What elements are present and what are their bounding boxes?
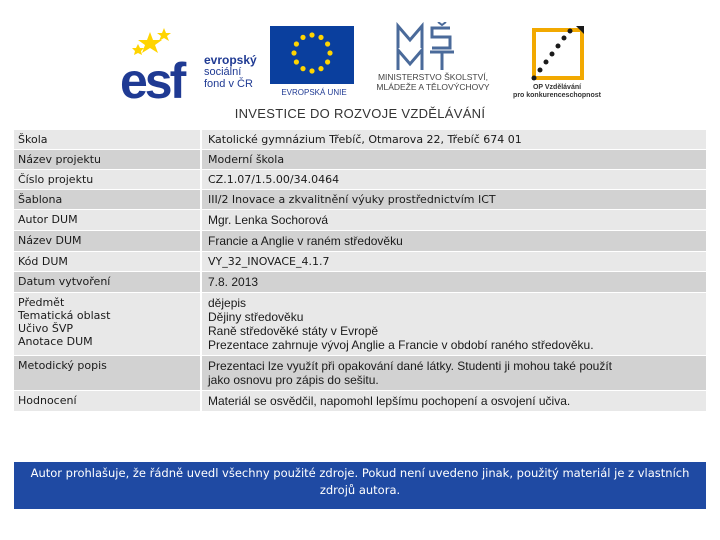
logo-header <box>0 0 720 130</box>
row-label-nazev-projektu: Název projektu <box>14 150 202 169</box>
row-value-nazev-projektu: Moderní škola <box>208 153 285 166</box>
metodicky-line-1: Prezentaci lze využít při opakování dané látky. Studenti ji mohou také použít <box>208 359 613 373</box>
eu-caption: EVROPSKÁ UNIE <box>281 88 347 97</box>
row-label-hodnoceni: Hodnocení <box>14 391 202 411</box>
row-label-skola: Škola <box>14 130 202 149</box>
row-label-cislo-projektu: Číslo projektu <box>14 170 202 189</box>
op-caption-1: OP Vzdělávání <box>532 84 582 91</box>
group-labels <box>14 293 202 355</box>
row-value-autor: Mgr. Lenka Sochorová <box>208 213 329 227</box>
group-values <box>202 293 706 355</box>
label-tematicka-oblast: Tematická oblast <box>18 309 111 322</box>
row-value-kod-dum: VY_32_INOVACE_4.1.7 <box>208 255 330 268</box>
investice-banner: INVESTICE DO ROZVOJE VZDĚLÁVÁNÍ <box>234 106 486 121</box>
op-caption <box>504 84 610 100</box>
table-row <box>14 252 706 272</box>
table-row <box>14 272 706 293</box>
esf-line-3: fond v ČR <box>204 78 253 90</box>
msmt-logo <box>358 22 508 104</box>
row-value-metodicky-popis <box>202 356 706 390</box>
row-value-nazev-dum: Francie a Anglie v raném středověku <box>208 234 403 248</box>
eu-flag-icon <box>270 26 354 84</box>
row-value-hodnoceni: Materiál se osvědčil, napomohl lepšímu pochopení a osvojení učiva. <box>208 394 571 408</box>
author-declaration <box>14 462 706 509</box>
value-anotace: Prezentace zahrnuje vývoj Anglie a Francie v období raného středověku. <box>208 338 594 352</box>
row-label-nazev-dum: Název DUM <box>14 231 202 251</box>
msmt-caption-2: MLÁDEŽE A TĚLOVÝCHOVY <box>376 82 490 92</box>
table-row <box>14 231 706 252</box>
value-predmet: dějepis <box>208 296 247 310</box>
op-mark-icon <box>504 22 610 84</box>
op-logo <box>504 22 610 104</box>
svg-text:esf: esf <box>120 53 184 104</box>
metodicky-line-2: jako osnovu pro zápis do sešitu. <box>208 373 379 387</box>
declaration-line-2: zdrojů autora. <box>319 483 401 497</box>
table-row <box>14 130 706 150</box>
msmt-caption-1: MINISTERSTVO ŠKOLSTVÍ, <box>377 72 489 82</box>
esf-line-2: sociální <box>204 66 242 78</box>
op-caption-2: pro konkurenceschopnost <box>513 92 601 99</box>
table-row <box>14 210 706 231</box>
label-anotace: Anotace DUM <box>18 335 93 348</box>
table-row <box>14 190 706 210</box>
eu-logo <box>268 26 358 106</box>
row-value-cislo-projektu: CZ.1.07/1.5.00/34.0464 <box>208 173 340 186</box>
row-value-skola: Katolické gymnázium Třebíč, Otmarova 22, Třebíč 674 01 <box>208 133 522 146</box>
row-label-datum: Datum vytvoření <box>14 272 202 292</box>
esf-text <box>204 54 257 90</box>
table-row <box>14 391 706 412</box>
row-value-sablona: III/2 Inovace a zkvalitnění výuky prostřednictvím ICT <box>208 193 496 206</box>
table-row <box>14 293 706 356</box>
value-ucivo-svp: Raně středověké státy v Evropě <box>208 324 379 338</box>
esf-logo <box>120 26 270 104</box>
declaration-line-1: Autor prohlašuje, že řádně uvedl všechny použité zdroje. Pokud není uvedeno jinak, použitý materiál je z vlastních <box>30 466 690 480</box>
row-label-autor: Autor DUM <box>14 210 202 230</box>
row-label-kod-dum: Kód DUM <box>14 252 202 271</box>
table-row <box>14 150 706 170</box>
label-predmet: Předmět <box>18 296 65 309</box>
esf-line-1: evropský <box>204 53 257 67</box>
table-row <box>14 356 706 391</box>
msmt-caption <box>358 72 508 92</box>
row-value-datum: 7.8. 2013 <box>208 275 259 289</box>
dum-info-table <box>14 130 706 412</box>
row-label-sablona: Šablona <box>14 190 202 209</box>
row-label-metodicky-popis: Metodický popis <box>14 356 202 390</box>
table-row <box>14 170 706 190</box>
label-ucivo-svp: Učivo ŠVP <box>18 322 74 335</box>
value-tematicka-oblast: Dějiny středověku <box>208 310 304 324</box>
esf-mark-icon <box>120 26 204 104</box>
msmt-mark-icon <box>358 22 508 72</box>
